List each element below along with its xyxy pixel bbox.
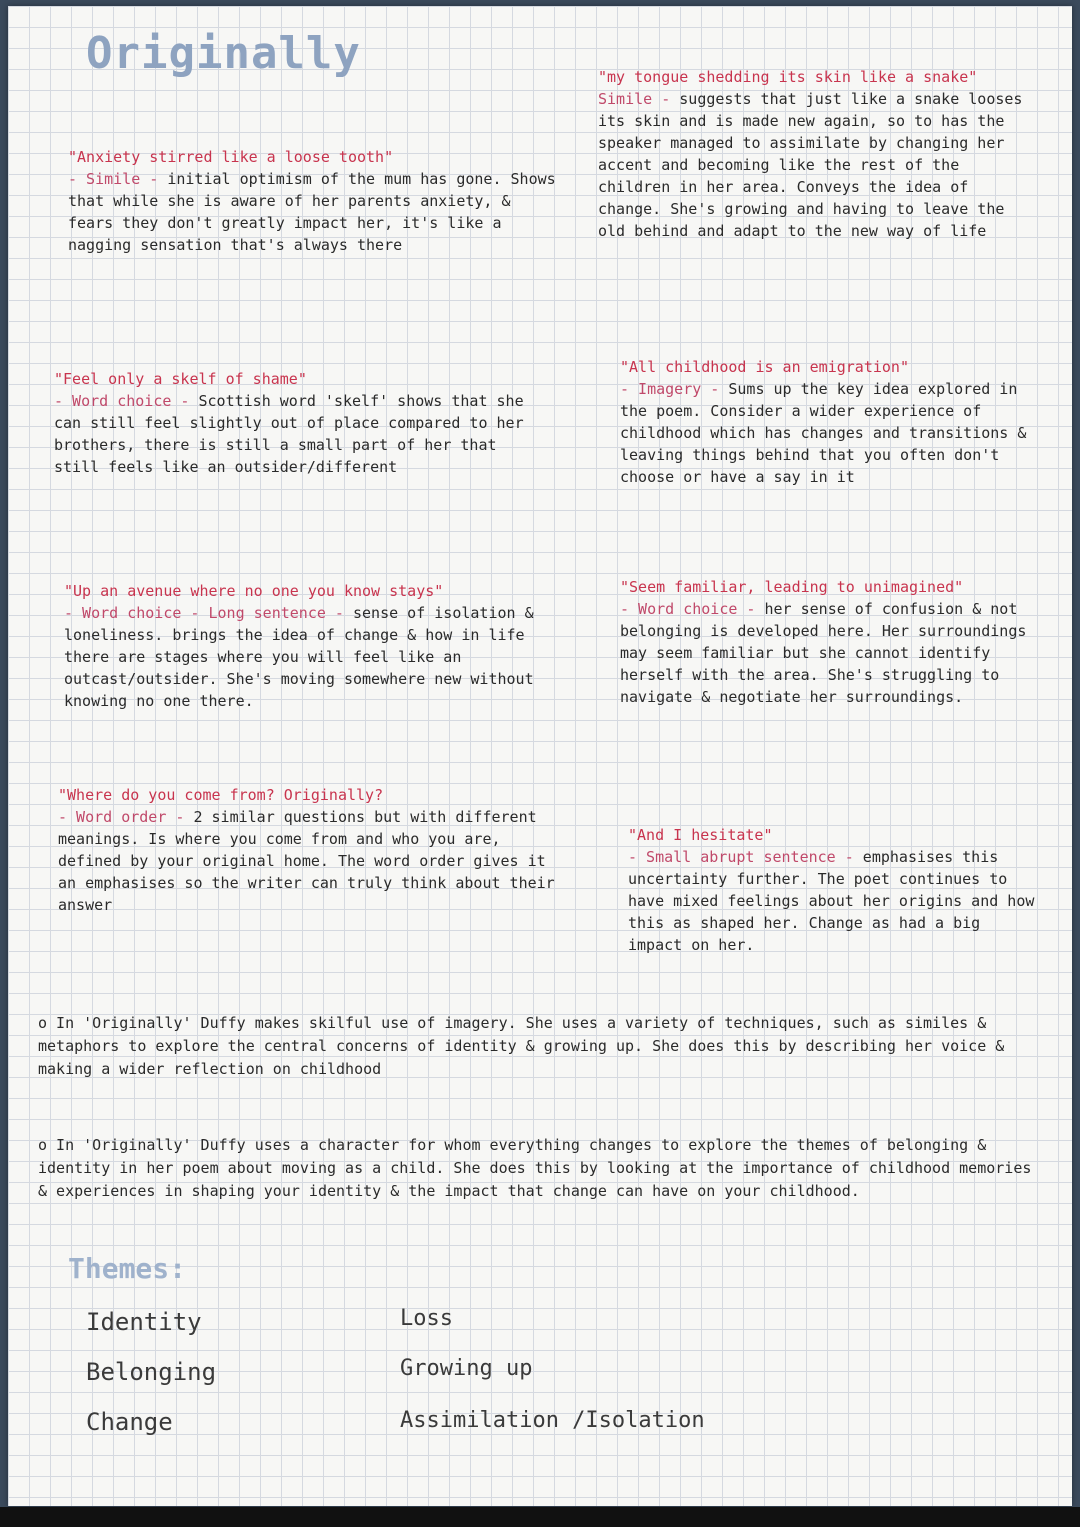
notebook-page — [8, 6, 1072, 1506]
note-body: initial optimism of the mum has gone. Shows that while she is aware of her parents anxiety, & fears they don't greatly impact her, it's like a nagging sensation that's always there — [68, 170, 556, 254]
theme-loss: Loss — [400, 1306, 453, 1331]
note-quote: "my tongue shedding its skin like a snake" — [598, 68, 978, 86]
note-technique: Simile - — [598, 90, 671, 108]
note-avenue — [64, 580, 564, 712]
note-body: suggests that just like a snake looses its skin and is made new again, so to has the speaker managed to assimilate by changing her accent and becoming like the rest of the children in her area. Conveys the idea of change. She's growing and having to leave the old behind and adapt to the new way of life — [598, 90, 1023, 240]
page-title: Originally — [86, 28, 361, 79]
note-where — [58, 784, 558, 916]
theme-belonging: Belonging — [86, 1358, 217, 1386]
note-quote: "All childhood is an emigration" — [620, 358, 909, 376]
note-skelf — [54, 368, 534, 478]
note-technique: - Word choice - — [54, 392, 190, 410]
note-body: Scottish word 'skelf' shows that she can still feel slightly out of place compared to her brothers, there is still a small part of her that still feels like an outsider/different — [54, 392, 524, 476]
note-emigration — [620, 356, 1040, 488]
note-quote: "Where do you come from? Originally? — [58, 786, 384, 804]
note-technique: - Word choice - Long sentence - — [64, 604, 344, 622]
note-body: Sums up the key idea explored in the poem. Consider a wider experience of childhood which has changes and transitions & leaving things behind that you often don't choose or have a say in it — [620, 380, 1027, 486]
photo-edge-strip — [0, 1507, 1080, 1527]
summary-paragraph-2: o In 'Originally' Duffy uses a character for whom everything changes to explore the themes of belonging & identity in her poem about moving as a child. She does this by looking at the importance of childhood memories & experiences in shaping your identity & the impact that change can have on your childhood. — [38, 1136, 1032, 1200]
note-familiar — [620, 576, 1040, 708]
themes-heading: Themes: — [68, 1252, 187, 1285]
summary-paragraph-1: o In 'Originally' Duffy makes skilful use of imagery. She uses a variety of techniques, such as similes & metaphors to explore the central concerns of identity & growing up. She does this by describing her voice & making a wider reflection on childhood — [38, 1014, 1005, 1078]
note-body: 2 similar questions but with different meanings. Is where you come from and who you are, defined by your original home. The word order gives it an emphasises so the writer can truly think about their answer — [58, 808, 555, 914]
theme-assimilation-isolation: Assimilation /Isolation — [400, 1408, 705, 1433]
note-quote: "Feel only a skelf of shame" — [54, 370, 307, 388]
note-quote: "Anxiety stirred like a loose tooth" — [68, 148, 394, 166]
note-technique: - Small abrupt sentence - — [628, 848, 854, 866]
note-body: sense of isolation & loneliness. brings the idea of change & how in life there are stages where you will feel like an outcast/outsider. She's moving somewhere new without knowing no one there. — [64, 604, 534, 710]
note-technique: - Simile - — [68, 170, 159, 188]
theme-identity: Identity — [86, 1308, 202, 1336]
note-quote: "Seem familiar, leading to unimagined" — [620, 578, 964, 596]
note-tongue — [598, 66, 1038, 242]
note-technique: - Word choice - — [620, 600, 756, 618]
note-quote: "And I hesitate" — [628, 826, 773, 844]
theme-change: Change — [86, 1408, 173, 1436]
note-technique: - Word order - — [58, 808, 185, 826]
note-technique: - Imagery - — [620, 380, 720, 398]
note-anxiety — [68, 146, 558, 256]
theme-growing-up: Growing up — [400, 1356, 533, 1381]
note-quote: "Up an avenue where no one you know stays" — [64, 582, 444, 600]
note-body: her sense of confusion & not belonging is developed here. Her surroundings may seem familiar but she cannot identify herself with the area. She's struggling to navigate & negotiate her surroundings. — [620, 600, 1027, 706]
note-hesitate — [628, 824, 1038, 956]
note-body: emphasises this uncertainty further. The poet continues to have mixed feelings about her origins and how this as shaped her. Change as had a big impact on her. — [628, 848, 1035, 954]
